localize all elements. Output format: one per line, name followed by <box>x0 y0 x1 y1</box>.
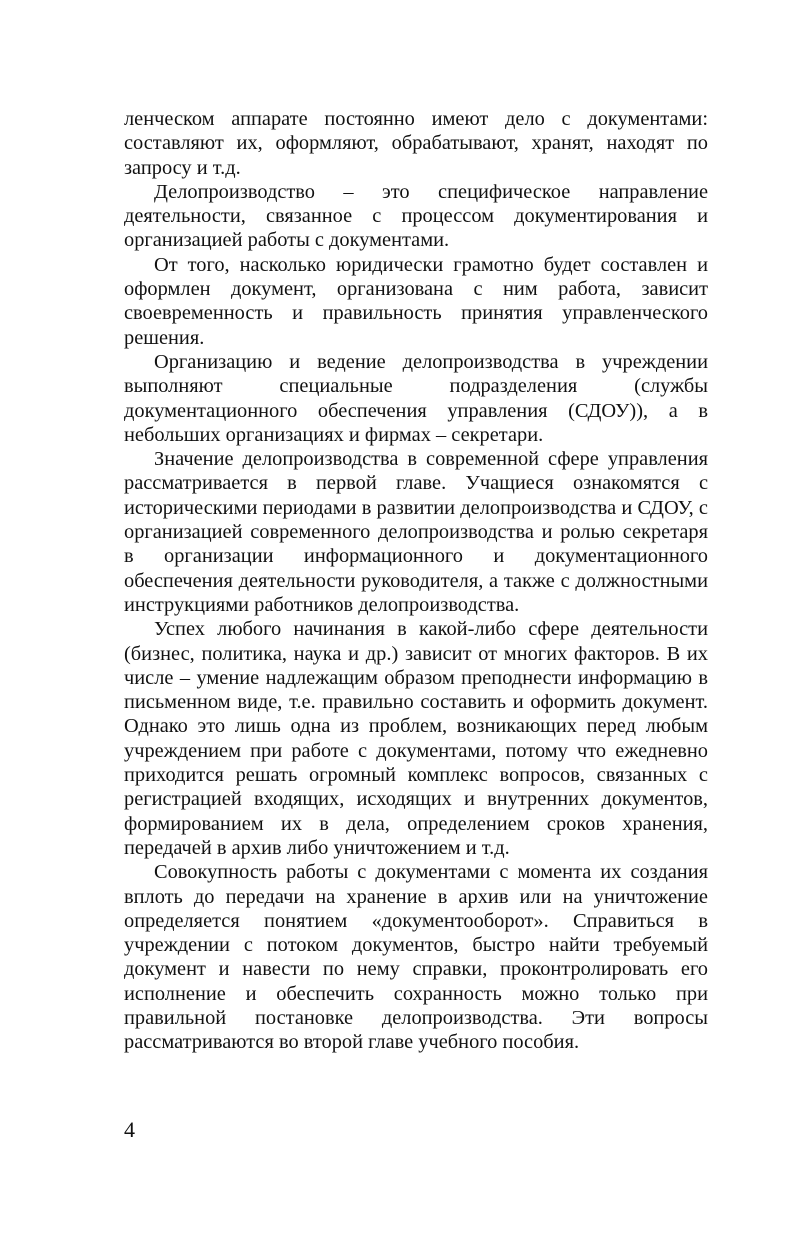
body-text <box>124 107 708 1055</box>
paragraph-7: Совокупность работы с документами с момента их создания вплоть до передачи на хранение в архив или на уничтожение определяется понятием «документооборот». Справиться в учреждении с потоком документов, быстро найти требуемый документ и навести по нему справки, проконтролировать его исполнение и обеспечить сохранность можно только при правильной постановке делопроизводства. Эти вопросы рассматриваются во второй главе учебного пособия. <box>124 861 708 1054</box>
paragraph-3: От того, насколько юридически грамотно будет составлен и оформлен документ, организована с ним работа, зависит своевременность и правильность принятия управленческого решения. <box>124 253 708 349</box>
page-number: 4 <box>124 1117 135 1142</box>
paragraph-2: Делопроизводство – это специфическое направление деятельности, связанное с процессом документирования и организацией работы с документами. <box>124 180 708 252</box>
paragraph-4: Организацию и ведение делопроизводства в учреждении выполняют специальные подразделения (службы документационного обеспечения управления (СДОУ)), а в небольших организациях и фирмах – секретари. <box>124 350 708 446</box>
paragraph-1: ленческом аппарате постоянно имеют дело с документами: составляют их, оформляют, обрабатывают, хранят, находят по запросу и т.д. <box>124 108 708 179</box>
paragraph-5: Значение делопроизводства в современной сфере управления рассматривается в первой главе. Учащиеся ознакомятся с историческими периодами в развитии делопроизводства и СДОУ, с организацией современного делопроизводства и ролью секретаря в организации информационного и документационного обеспечения деятельности руководителя, а также с должностными инструкциями работников делопроизводства. <box>124 448 708 616</box>
paragraph-6: Успех любого начинания в какой-либо сфере деятельности (бизнес, политика, наука и др.) зависит от многих факторов. В их числе – умение надлежащим образом преподнести информацию в письменном виде, т.е. правильно составить и оформить документ. Однако это лишь одна из проблем, возникающих перед любым учреждением при работе с документами, потому что ежедневно приходится решать огромный комплекс вопросов, связанных с регистрацией входящих, исходящих и внутренних документов, формированием их в дела, определением сроков хранения, передачей в архив либо уничтожением и т.д. <box>124 618 708 859</box>
